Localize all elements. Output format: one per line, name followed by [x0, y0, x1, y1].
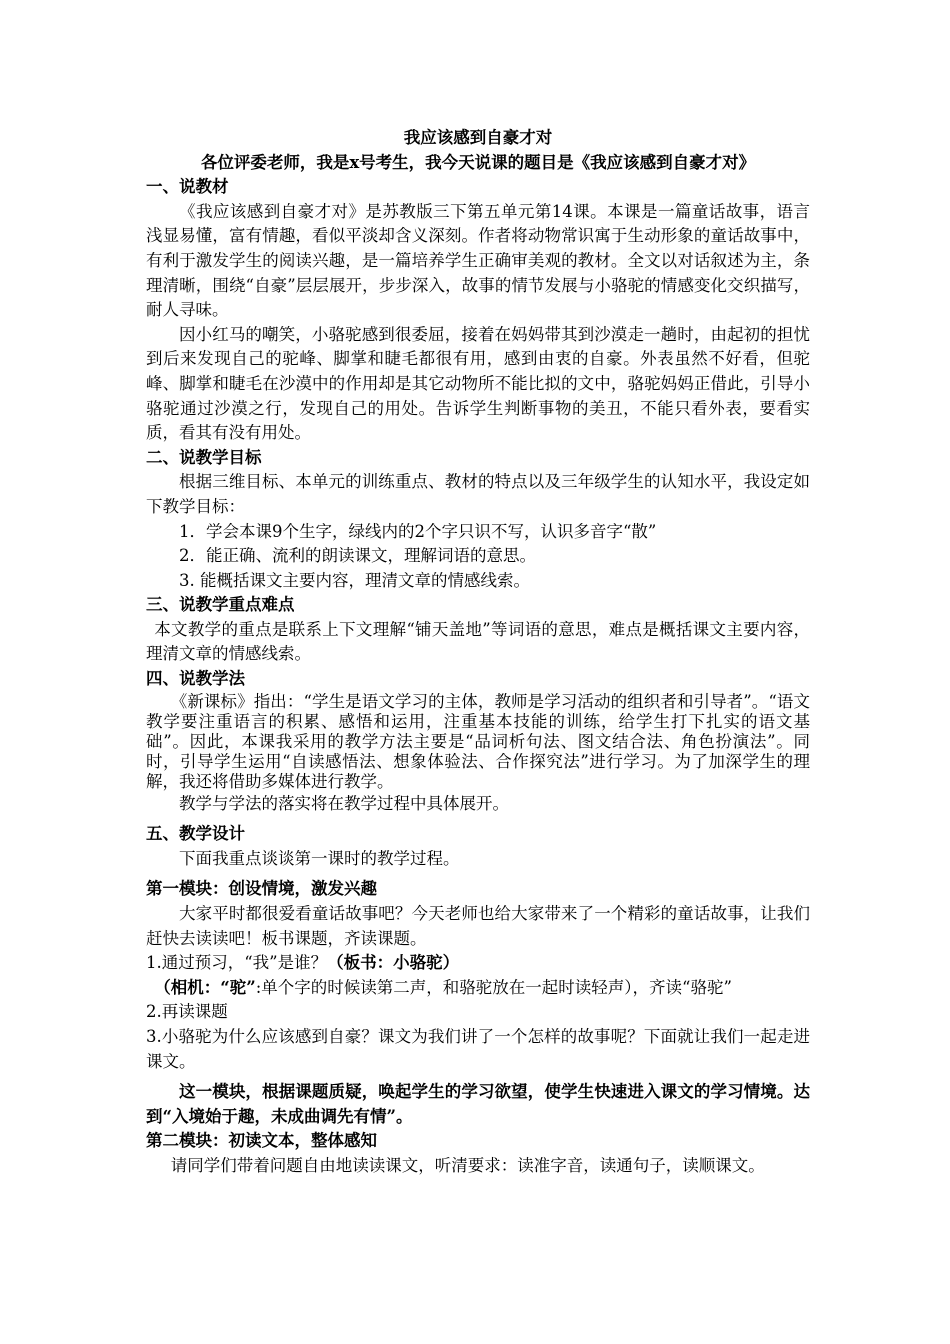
- paragraph: 本文教学的重点是联系上下文理解“铺天盖地”等词语的意思，难点是概括课文主要内容，理清文章的情感线索。: [146, 619, 810, 664]
- document-subtitle: 各位评委老师，我是x号考生，我今天说课的题目是《我应该感到自豪才对》: [200, 152, 756, 172]
- goal-item: 2．能正确、流利的朗读课文，理解词语的意思。: [179, 546, 536, 566]
- paragraph: [146, 976, 810, 1001]
- paragraph: 请同学们带着问题自由地读读课文，听清要求：读准字音，读通句子，读顺课文。: [170, 1155, 765, 1175]
- goal-item: 1．学会本课9个生字，绿线内的2个字只识不写，认识多音字“散”: [179, 521, 657, 541]
- section-heading-key-points: 三、说教学重点难点: [146, 595, 295, 615]
- module-heading-2: 第二模块：初读文本，整体感知: [146, 1131, 377, 1151]
- section-heading-design: 五、教学设计: [146, 824, 245, 844]
- list-item: [146, 951, 810, 976]
- note-label: （相机：“驼”: [154, 977, 256, 997]
- list-item: 2.再读课题: [146, 1002, 228, 1022]
- document-page: [146, 126, 810, 1179]
- paragraph: 大家平时都很爱看童话故事吧？今天老师也给大家带来了一个精彩的童话故事，让我们赶快去读读吧！板书课题，齐读课题。: [146, 904, 810, 948]
- section-heading-methods: 四、说教学法: [146, 669, 245, 689]
- module-heading-1: 第一模块：创设情境，激发兴趣: [146, 879, 377, 899]
- document-title: 我应该感到自豪才对: [403, 128, 553, 147]
- section-heading-goals: 二、说教学目标: [146, 447, 262, 467]
- board-note: （板书：小骆驼）: [327, 953, 460, 973]
- paragraph: 教学与学法的落实将在教学过程中具体展开。: [179, 793, 509, 813]
- section-heading-textbook: 一、说教材: [146, 177, 229, 197]
- paragraph: 《我应该感到自豪才对》是苏教版三下第五单元第14课。本课是一篇童话故事，语言浅显易懂，富有情趣，看似平淡却含义深刻。作者将动物常识寓于生动形象的童话故事中，有利于激发学生的阅读兴趣，是一篇培养学生正确审美观的教材。全文以对话叙述为主，条理清晰，围绕“自豪”层层展开，步步深入，故事的情节发展与小骆驼的情感变化交织描写，耐人寻味。: [146, 201, 810, 320]
- goal-item: 3. 能概括课文主要内容，理清文章的情感线索。: [179, 570, 530, 590]
- module-summary: 这一模块，根据课题质疑，唤起学生的学习欲望，使学生快速进入课文的学习情境。达到“入境始于趣，未成曲调先有情”。: [146, 1082, 810, 1126]
- paragraph: 《新课标》指出：“学生是语文学习的主体，教师是学习活动的组织者和引导者”。“语文教学要注重语言的积累、感悟和运用，注重基本技能的训练，给学生打下扎实的语文基础”。因此，本课我采用的教学方法主要是“品词析句法、图文结合法、角色扮演法”。同时，引导学生运用“自读感悟法、想象体验法、合作探究法”进行学习。为了加深学生的理解，我还将借助多媒体进行教学。: [146, 691, 810, 791]
- paragraph: 因小红马的嘲笑，小骆驼感到很委屈，接着在妈妈带其到沙漠走一趟时，由起初的担忧到后来发现自己的驼峰、脚掌和睫毛都很有用，感到由衷的自豪。外表虽然不好看，但驼峰、脚掌和睫毛在沙漠中的作用却是其它动物所不能比拟的文中，骆驼妈妈正借此，引导小骆驼通过沙漠之行，发现自己的用处。告诉学生判断事物的美丑，不能只看外表，要看实质，看其有没有用处。: [146, 324, 810, 443]
- paragraph: 下面我重点谈谈第一课时的教学过程。: [179, 848, 460, 868]
- question-text: 1.通过预习，“我”是谁？: [146, 953, 328, 973]
- list-item: 3.小骆驼为什么应该感到自豪？课文为我们讲了一个怎样的故事呢？下面就让我们一起走进课文。: [146, 1027, 810, 1071]
- note-text: :单个字的时候读第二声，和骆驼放在一起时读轻声），齐读“骆驼”: [255, 977, 732, 997]
- paragraph: 根据三维目标、本单元的训练重点、教材的特点以及三年级学生的认知水平，我设定如下教学目标：: [146, 472, 810, 516]
